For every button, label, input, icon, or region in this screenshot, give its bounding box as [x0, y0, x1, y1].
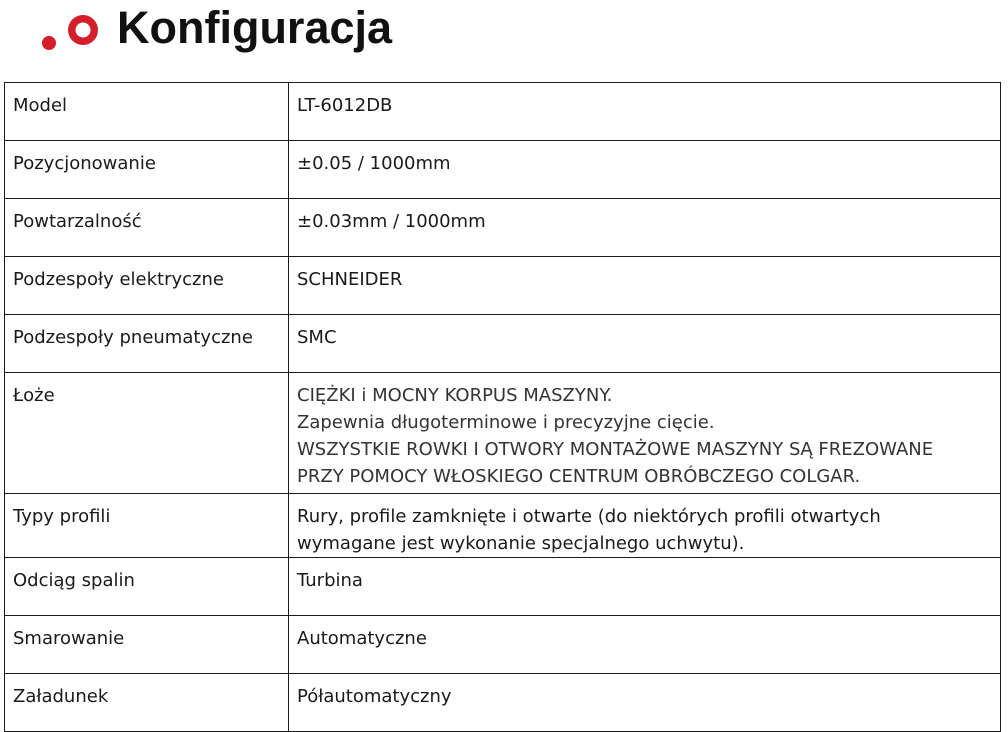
row-label: Pozycjonowanie	[5, 141, 289, 199]
page-title: Konfiguracja	[117, 2, 393, 53]
red-dots-logo-icon	[40, 8, 104, 56]
page-header	[0, 0, 1008, 70]
row-label: Odciąg spalin	[5, 558, 289, 616]
row-value: ±0.05 / 1000mm	[289, 141, 1001, 199]
row-label: Załadunek	[5, 674, 289, 732]
table-row	[5, 373, 1001, 494]
value-line: PRZY POMOCY WŁOSKIEGO CENTRUM OBRÓBCZEGO COLGAR.	[297, 466, 861, 487]
table-row	[5, 616, 1001, 674]
row-value	[289, 494, 1001, 558]
table-row	[5, 257, 1001, 315]
row-value: LT-6012DB	[289, 83, 1001, 141]
table-row	[5, 141, 1001, 199]
row-value: SCHNEIDER	[289, 257, 1001, 315]
row-label: Łoże	[5, 373, 289, 494]
table-row	[5, 494, 1001, 558]
row-label: Typy profili	[5, 494, 289, 558]
row-label: Model	[5, 83, 289, 141]
value-line: WSZYSTKIE ROWKI I OTWORY MONTAŻOWE MASZYNY SĄ FREZOWANE	[297, 439, 934, 460]
value-line: wymagane jest wykonanie specjalnego uchwytu).	[297, 533, 745, 554]
row-value: Turbina	[289, 558, 1001, 616]
table-row	[5, 315, 1001, 373]
row-value: SMC	[289, 315, 1001, 373]
row-label: Podzespoły elektryczne	[5, 257, 289, 315]
row-label: Powtarzalność	[5, 199, 289, 257]
row-label: Podzespoły pneumatyczne	[5, 315, 289, 373]
row-value	[289, 373, 1001, 494]
row-value: ±0.03mm / 1000mm	[289, 199, 1001, 257]
value-line: Rury, profile zamknięte i otwarte (do niektórych profili otwartych	[297, 506, 881, 527]
row-value: Automatyczne	[289, 616, 1001, 674]
value-line: Zapewnia długoterminowe i precyzyjne cięcie.	[297, 412, 715, 433]
value-line: CIĘŻKI i MOCNY KORPUS MASZYNY.	[297, 385, 613, 406]
spec-table	[4, 82, 1001, 732]
row-value: Półautomatyczny	[289, 674, 1001, 732]
table-row	[5, 83, 1001, 141]
table-row	[5, 199, 1001, 257]
row-label: Smarowanie	[5, 616, 289, 674]
table-row	[5, 558, 1001, 616]
